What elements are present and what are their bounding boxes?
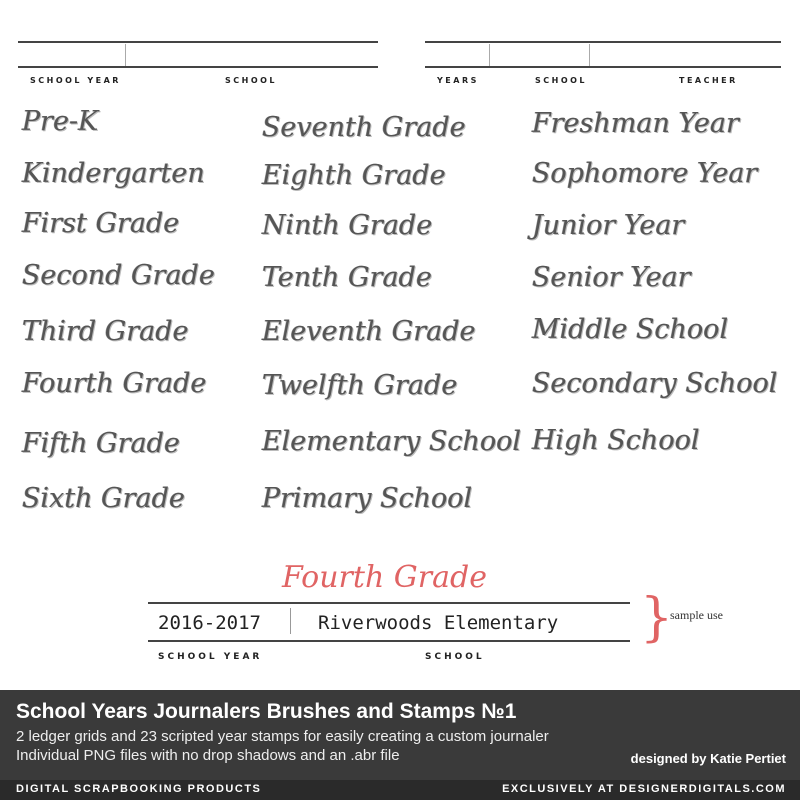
footer-category: DIGITAL SCRAPBOOKING PRODUCTS <box>16 783 262 795</box>
stamp-tenth-grade: Tenth Grade <box>262 262 432 293</box>
ledger-divider <box>125 44 126 66</box>
stamp-third-grade: Third Grade <box>22 316 189 347</box>
ledger-right <box>425 40 781 90</box>
stamp-fourth-grade: Fourth Grade <box>22 368 207 399</box>
stamp-eleventh-grade: Eleventh Grade <box>262 316 476 347</box>
stamp-fifth-grade: Fifth Grade <box>22 428 181 459</box>
brace-icon: } <box>640 588 674 648</box>
stamp-sophomore-year: Sophomore Year <box>532 158 758 189</box>
footer-banner <box>0 690 800 800</box>
ledger-label-school: SCHOOL <box>535 76 588 85</box>
ledger-divider <box>589 44 590 66</box>
stamp-junior-year: Junior Year <box>532 210 685 241</box>
stamp-pre-k: Pre-K <box>22 106 99 137</box>
ledger-label-teacher: TEACHER <box>679 76 738 85</box>
ledger-label-school: SCHOOL <box>225 76 278 85</box>
ledger-top-line <box>148 602 630 604</box>
ledger-left <box>18 40 378 90</box>
sample-label-school: SCHOOL <box>425 652 485 662</box>
ledger-bottom-line <box>148 640 630 642</box>
footer-bar <box>0 780 800 800</box>
stamp-high-school: High School <box>532 425 700 456</box>
stamp-kindergarten: Kindergarten <box>22 158 205 189</box>
product-description-line-2: Individual PNG files with no drop shadows and an .abr file <box>16 747 400 764</box>
ledger-top-line <box>18 41 378 43</box>
ledger-divider <box>489 44 490 66</box>
stamp-freshman-year: Freshman Year <box>532 108 739 139</box>
sample-school-value: Riverwoods Elementary <box>318 612 559 634</box>
stamp-ninth-grade: Ninth Grade <box>262 210 433 241</box>
ledger-bottom-line <box>18 66 378 68</box>
stamp-first-grade: First Grade <box>22 208 180 239</box>
product-description-line-1: 2 ledger grids and 23 scripted year stamps for easily creating a custom journaler <box>16 728 549 745</box>
stamp-middle-school: Middle School <box>532 314 729 345</box>
ledger-label-years: YEARS <box>437 76 479 85</box>
stamp-senior-year: Senior Year <box>532 262 691 293</box>
stamp-sixth-grade: Sixth Grade <box>22 483 186 514</box>
sample-use-note: sample use <box>670 608 723 622</box>
ledger-bottom-line <box>425 66 781 68</box>
designer-credit: designed by Katie Pertiet <box>630 751 786 766</box>
stamp-elementary-school: Elementary School <box>262 426 522 457</box>
ledger-label-school-year: SCHOOL YEAR <box>30 76 121 85</box>
ledger-divider <box>290 608 291 634</box>
stamp-seventh-grade: Seventh Grade <box>262 112 466 143</box>
sample-year-value: 2016-2017 <box>158 612 261 634</box>
sample-label-school-year: SCHOOL YEAR <box>158 652 263 662</box>
stamp-twelfth-grade: Twelfth Grade <box>262 370 458 401</box>
ledger-top-line <box>425 41 781 43</box>
stamp-eighth-grade: Eighth Grade <box>262 160 446 191</box>
stamp-second-grade: Second Grade <box>22 260 215 291</box>
product-title: School Years Journalers Brushes and Stamps №1 <box>16 700 517 723</box>
stamp-primary-school: Primary School <box>262 483 473 514</box>
stamp-secondary-school: Secondary School <box>532 368 778 399</box>
footer-site[interactable]: EXCLUSIVELY AT DESIGNERDIGITALS.COM <box>502 783 786 795</box>
sample-title: Fourth Grade <box>282 560 487 595</box>
